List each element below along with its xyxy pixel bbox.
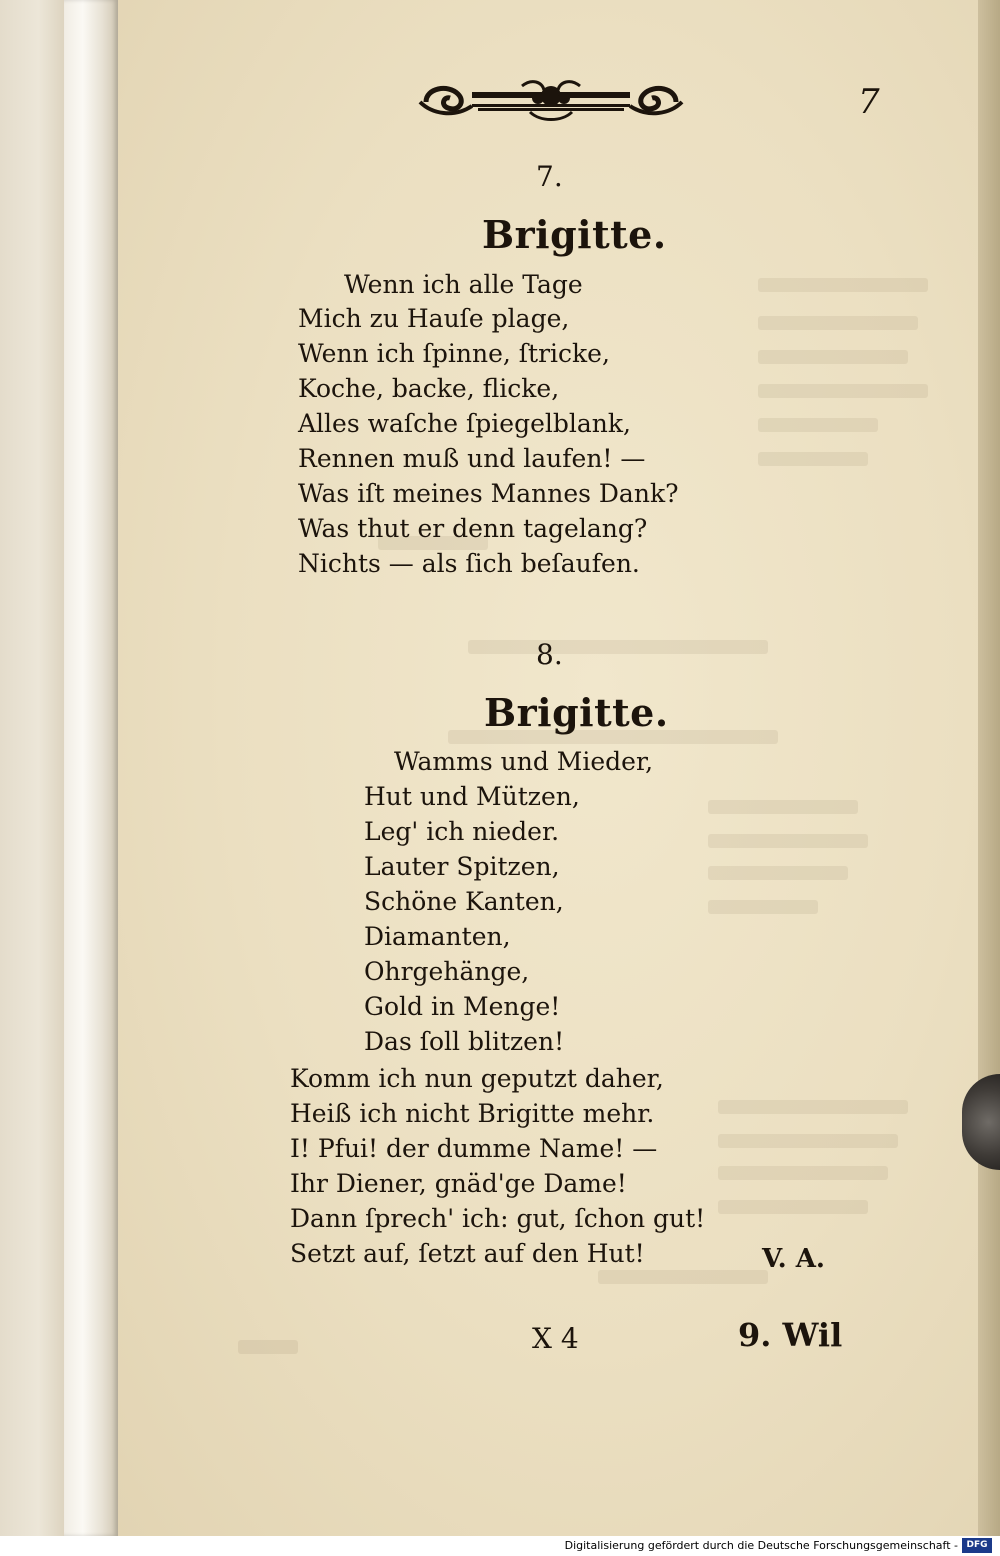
verse-line: Ihr Diener, gnäd'ge Dame! xyxy=(290,1169,627,1198)
poem-number: 7. xyxy=(536,160,563,193)
catchword: 9. Wil xyxy=(738,1316,843,1354)
verse-line: Ohrgehänge, xyxy=(364,957,530,986)
verse-line: Komm ich nun geputzt daher, xyxy=(290,1064,664,1093)
poem-number: 8. xyxy=(536,638,563,671)
poem-title: Brigitte. xyxy=(482,212,667,257)
funding-credit: Digitalisierung gefördert durch die Deutsche Forschungsgemeinschaft - xyxy=(564,1539,958,1552)
verse-line: Gold in Menge! xyxy=(364,992,561,1021)
page-number: 7 xyxy=(858,82,880,122)
page-fore-edge xyxy=(978,0,1000,1536)
verse-line: Wenn ich ſpinne, ſtricke, xyxy=(298,339,610,368)
verse-line: Alles waſche ſpiegelblank, xyxy=(298,409,631,438)
previous-page-edge xyxy=(0,0,64,1536)
verse-line: Leg' ich nieder. xyxy=(364,817,560,846)
book-gutter xyxy=(64,0,118,1536)
verse-line: Heiß ich nicht Brigitte mehr. xyxy=(290,1099,655,1128)
verse-line: Lauter Spitzen, xyxy=(364,852,560,881)
printer-signature-mark: X 4 xyxy=(532,1322,579,1355)
verse-line: Mich zu Hauſe plage, xyxy=(298,304,570,333)
ornamental-vignette xyxy=(418,78,684,126)
verse-line: Wenn ich alle Tage xyxy=(344,270,583,299)
verse-line: Schöne Kanten, xyxy=(364,887,564,916)
verse-line: Nichts — als ſich beſaufen. xyxy=(298,549,640,578)
verse-line: Was thut er denn tagelang? xyxy=(298,514,648,543)
verse-line: Koche, backe, flicke, xyxy=(298,374,560,403)
verse-line: Diamanten, xyxy=(364,922,511,951)
verse-line: Setzt auf, ſetzt auf den Hut! xyxy=(290,1239,645,1268)
verse-line: Das ſoll blitzen! xyxy=(364,1027,565,1056)
verse-line: Hut und Mützen, xyxy=(364,782,580,811)
author-initials: V. A. xyxy=(762,1244,825,1274)
verse-line: Wamms und Mieder, xyxy=(394,747,654,776)
poem-title: Brigitte. xyxy=(484,690,669,735)
verse-line: Was iſt meines Mannes Dank? xyxy=(298,479,679,508)
verse-line: I! Pfui! der dumme Name! — xyxy=(290,1134,658,1163)
dfg-logo: DFG xyxy=(962,1538,992,1553)
verse-line: Rennen muß und laufen! — xyxy=(298,444,646,473)
verse-line: Dann ſprech' ich: gut, ſchon gut! xyxy=(290,1204,706,1233)
